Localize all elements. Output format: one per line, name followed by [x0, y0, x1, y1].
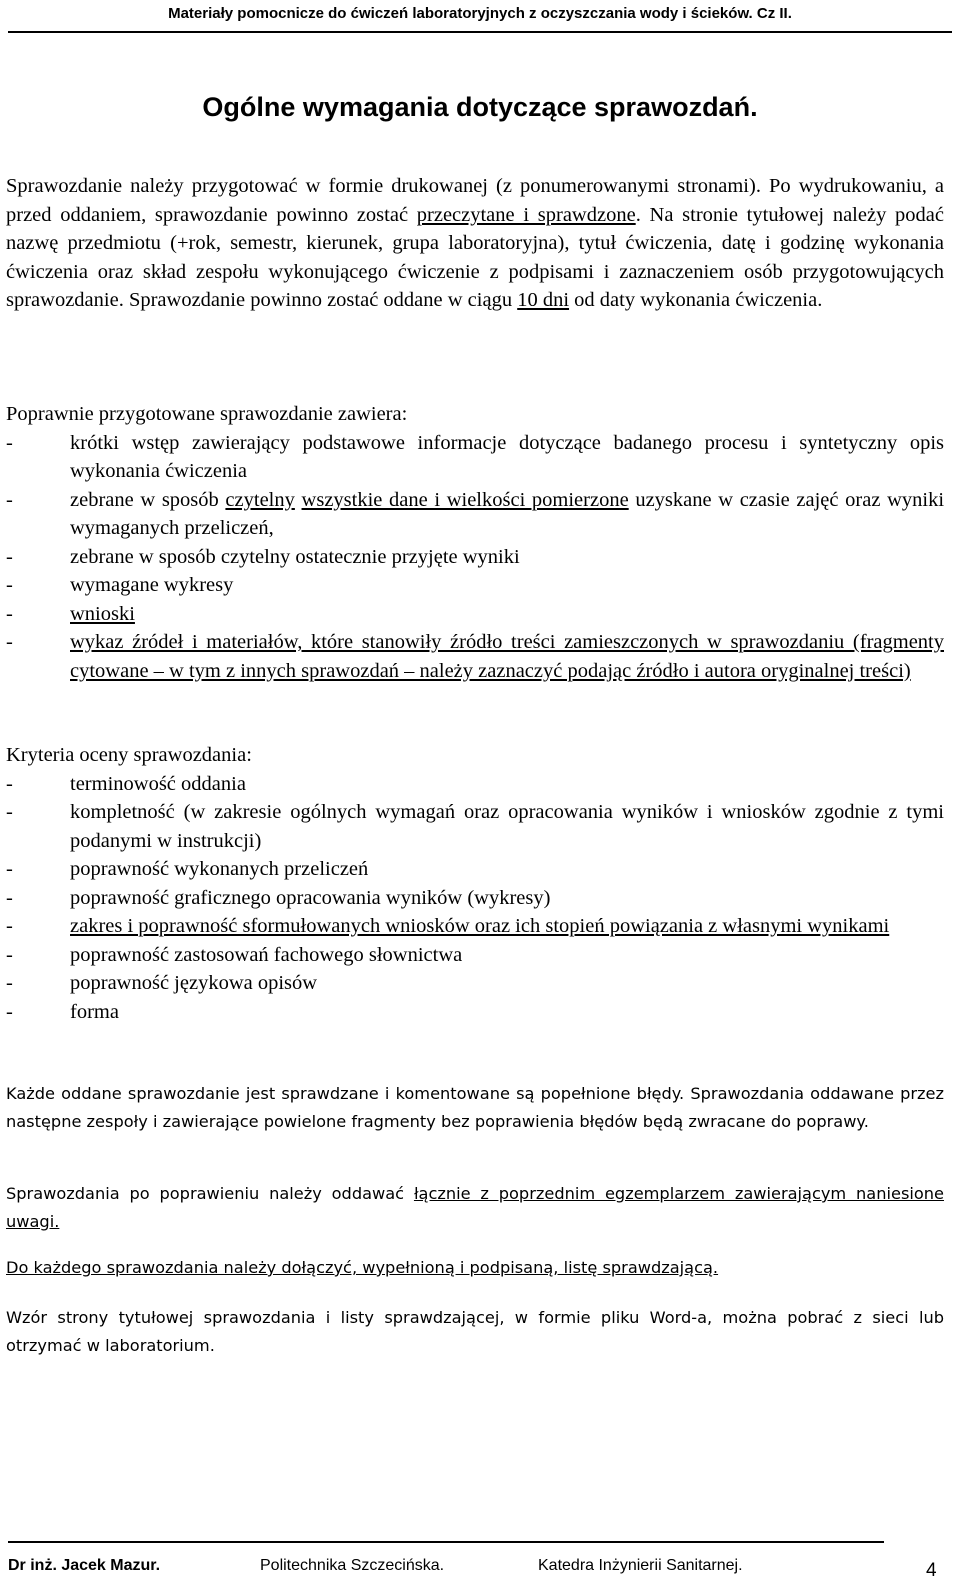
list-item-text: zakres i poprawność sformułowanych wniosków oraz ich stopień powiązania z własnymi wynikami	[70, 915, 890, 937]
intro-underlined-proofread: przeczytane i sprawdzone	[416, 203, 636, 226]
underlined-run: łącznie z poprzednim egzemplarzem zawierającym naniesione uwagi.	[6, 1184, 944, 1231]
list-item-text: zebrane w sposób czytelny ostatecznie przyjęte wyniki	[70, 545, 520, 568]
list-item	[6, 543, 944, 572]
list-item-text: wnioski	[70, 602, 135, 625]
page-number: 4	[926, 1560, 937, 1581]
list-item	[6, 941, 944, 970]
list-dash: -	[6, 972, 13, 994]
list-dash: -	[6, 801, 13, 823]
list-item	[6, 486, 944, 543]
list-item-text: terminowość oddania	[70, 772, 246, 795]
requirements-heading: Poprawnie przygotowane sprawozdanie zawiera:	[6, 403, 408, 425]
list-dash: -	[6, 772, 13, 795]
intro-text-3: . Na stronie tytułowej należy podać nazwę przedmiotu (+rok, semestr, kierunek, grupa laboratoryjna), tytuł ćwiczenia, datę i godzinę wykonania ćwiczenia oraz skład zespołu wykonującego ćwiczenie z podpisami i zaznaczeniem osób przygotowujących sprawozdanie. Sprawozdanie powinno zostać oddane w ciągu	[6, 203, 944, 311]
text-run	[295, 489, 302, 511]
list-dash: -	[6, 431, 13, 454]
list-dash: -	[6, 488, 13, 511]
note-paragraph-template: Wzór strony tytułowej sprawozdania i listy sprawdzającej, w formie pliku Word-a, można pobrać z sieci lub otrzymać w laboratorium.	[6, 1308, 944, 1355]
list-item-text	[70, 486, 944, 543]
page-title: Ogólne wymagania dotyczące sprawozdań.	[202, 92, 758, 122]
intro-text-5: od daty wykonania ćwiczenia.	[569, 289, 823, 311]
list-item	[6, 770, 944, 799]
running-header: Materiały pomocnicze do ćwiczeń laboratoryjnych z oczyszczania wody i ścieków. Cz II.	[168, 5, 792, 22]
footer-department: Katedra Inżynierii Sanitarnej.	[538, 1557, 743, 1574]
list-dash: -	[6, 574, 13, 596]
list-item	[6, 998, 944, 1027]
intro-paragraph	[6, 172, 944, 315]
list-item	[6, 855, 944, 884]
note-paragraph-errors: Każde oddane sprawozdanie jest sprawdzane i komentowane są popełnione błędy. Sprawozdania oddawane przez następne zespoły i zawierające powielone fragmenty bez poprawienia błędów będą zwracane do poprawy.	[6, 1084, 944, 1131]
requirements-section	[6, 400, 944, 685]
list-dash: -	[6, 915, 13, 937]
list-item	[6, 628, 944, 685]
intro-text-1: Sprawozdanie należy przygotować w formie drukowanej (z ponumerowanymi stronami). Po wydrukowaniu, a przed oddaniem, sprawozdanie powinno zostać	[6, 175, 944, 226]
list-dash: -	[6, 602, 13, 625]
criteria-heading: Kryteria oceny sprawozdania:	[6, 744, 252, 766]
list-item	[6, 969, 944, 998]
list-item	[6, 600, 944, 629]
footer-author: Dr inż. Jacek Mazur.	[8, 1557, 161, 1574]
list-item-text: krótki wstęp zawierający podstawowe informacje dotyczące badanego procesu i syntetyczny opis wykonania ćwiczenia	[70, 431, 944, 482]
list-item-text: poprawność graficznego opracowania wyników (wykresy)	[70, 886, 551, 909]
list-dash: -	[6, 858, 13, 880]
list-item-text: kompletność (w zakresie ogólnych wymagań oraz opracowania wyników i wniosków zgodnie z tymi podanymi w instrukcji)	[70, 801, 944, 852]
list-item-text: forma	[70, 1000, 119, 1023]
footer-university: Politechnika Szczecińska.	[260, 1557, 445, 1574]
list-item	[6, 912, 944, 941]
list-dash: -	[6, 943, 13, 966]
list-item-text: poprawność zastosowań fachowego słownictwa	[70, 943, 463, 966]
list-item-text: wykaz źródeł i materiałów, które stanowiły źródło treści zamieszczonych w sprawozdaniu (fragmenty cytowane – w tym z innych sprawozdań – należy zaznaczyć podając źródło i autora oryginalnej treści)	[70, 631, 944, 682]
intro-underlined-deadline: 10 dni	[517, 289, 570, 311]
note-paragraph-resubmit	[6, 1180, 944, 1236]
text-run: zebrane w sposób	[70, 488, 226, 511]
text-run: uzyskane w czasie zajęć oraz wyniki wymaganych przeliczeń,	[70, 488, 945, 539]
criteria-section	[6, 741, 944, 1026]
list-item-text: poprawność wykonanych przeliczeń	[70, 858, 369, 880]
list-item	[6, 798, 944, 855]
list-dash: -	[6, 631, 13, 653]
list-item	[6, 571, 944, 600]
list-dash: -	[6, 1000, 13, 1023]
list-dash: -	[6, 545, 13, 568]
underlined-run: wszystkie dane i wielkości pomierzone	[301, 488, 629, 511]
list-dash: -	[6, 886, 13, 909]
note-paragraph-checklist: Do każdego sprawozdania należy dołączyć, wypełnioną i podpisaną, listę sprawdzającą.	[6, 1258, 719, 1277]
list-item	[6, 884, 944, 913]
header-rule	[8, 31, 952, 33]
footer-rule	[8, 1541, 884, 1543]
text-run: Sprawozdania po poprawieniu należy oddawać	[6, 1184, 414, 1203]
list-item-text: poprawność językowa opisów	[70, 972, 318, 994]
underlined-run: czytelny	[225, 488, 295, 511]
list-item	[6, 429, 944, 486]
list-item-text: wymagane wykresy	[70, 574, 234, 596]
